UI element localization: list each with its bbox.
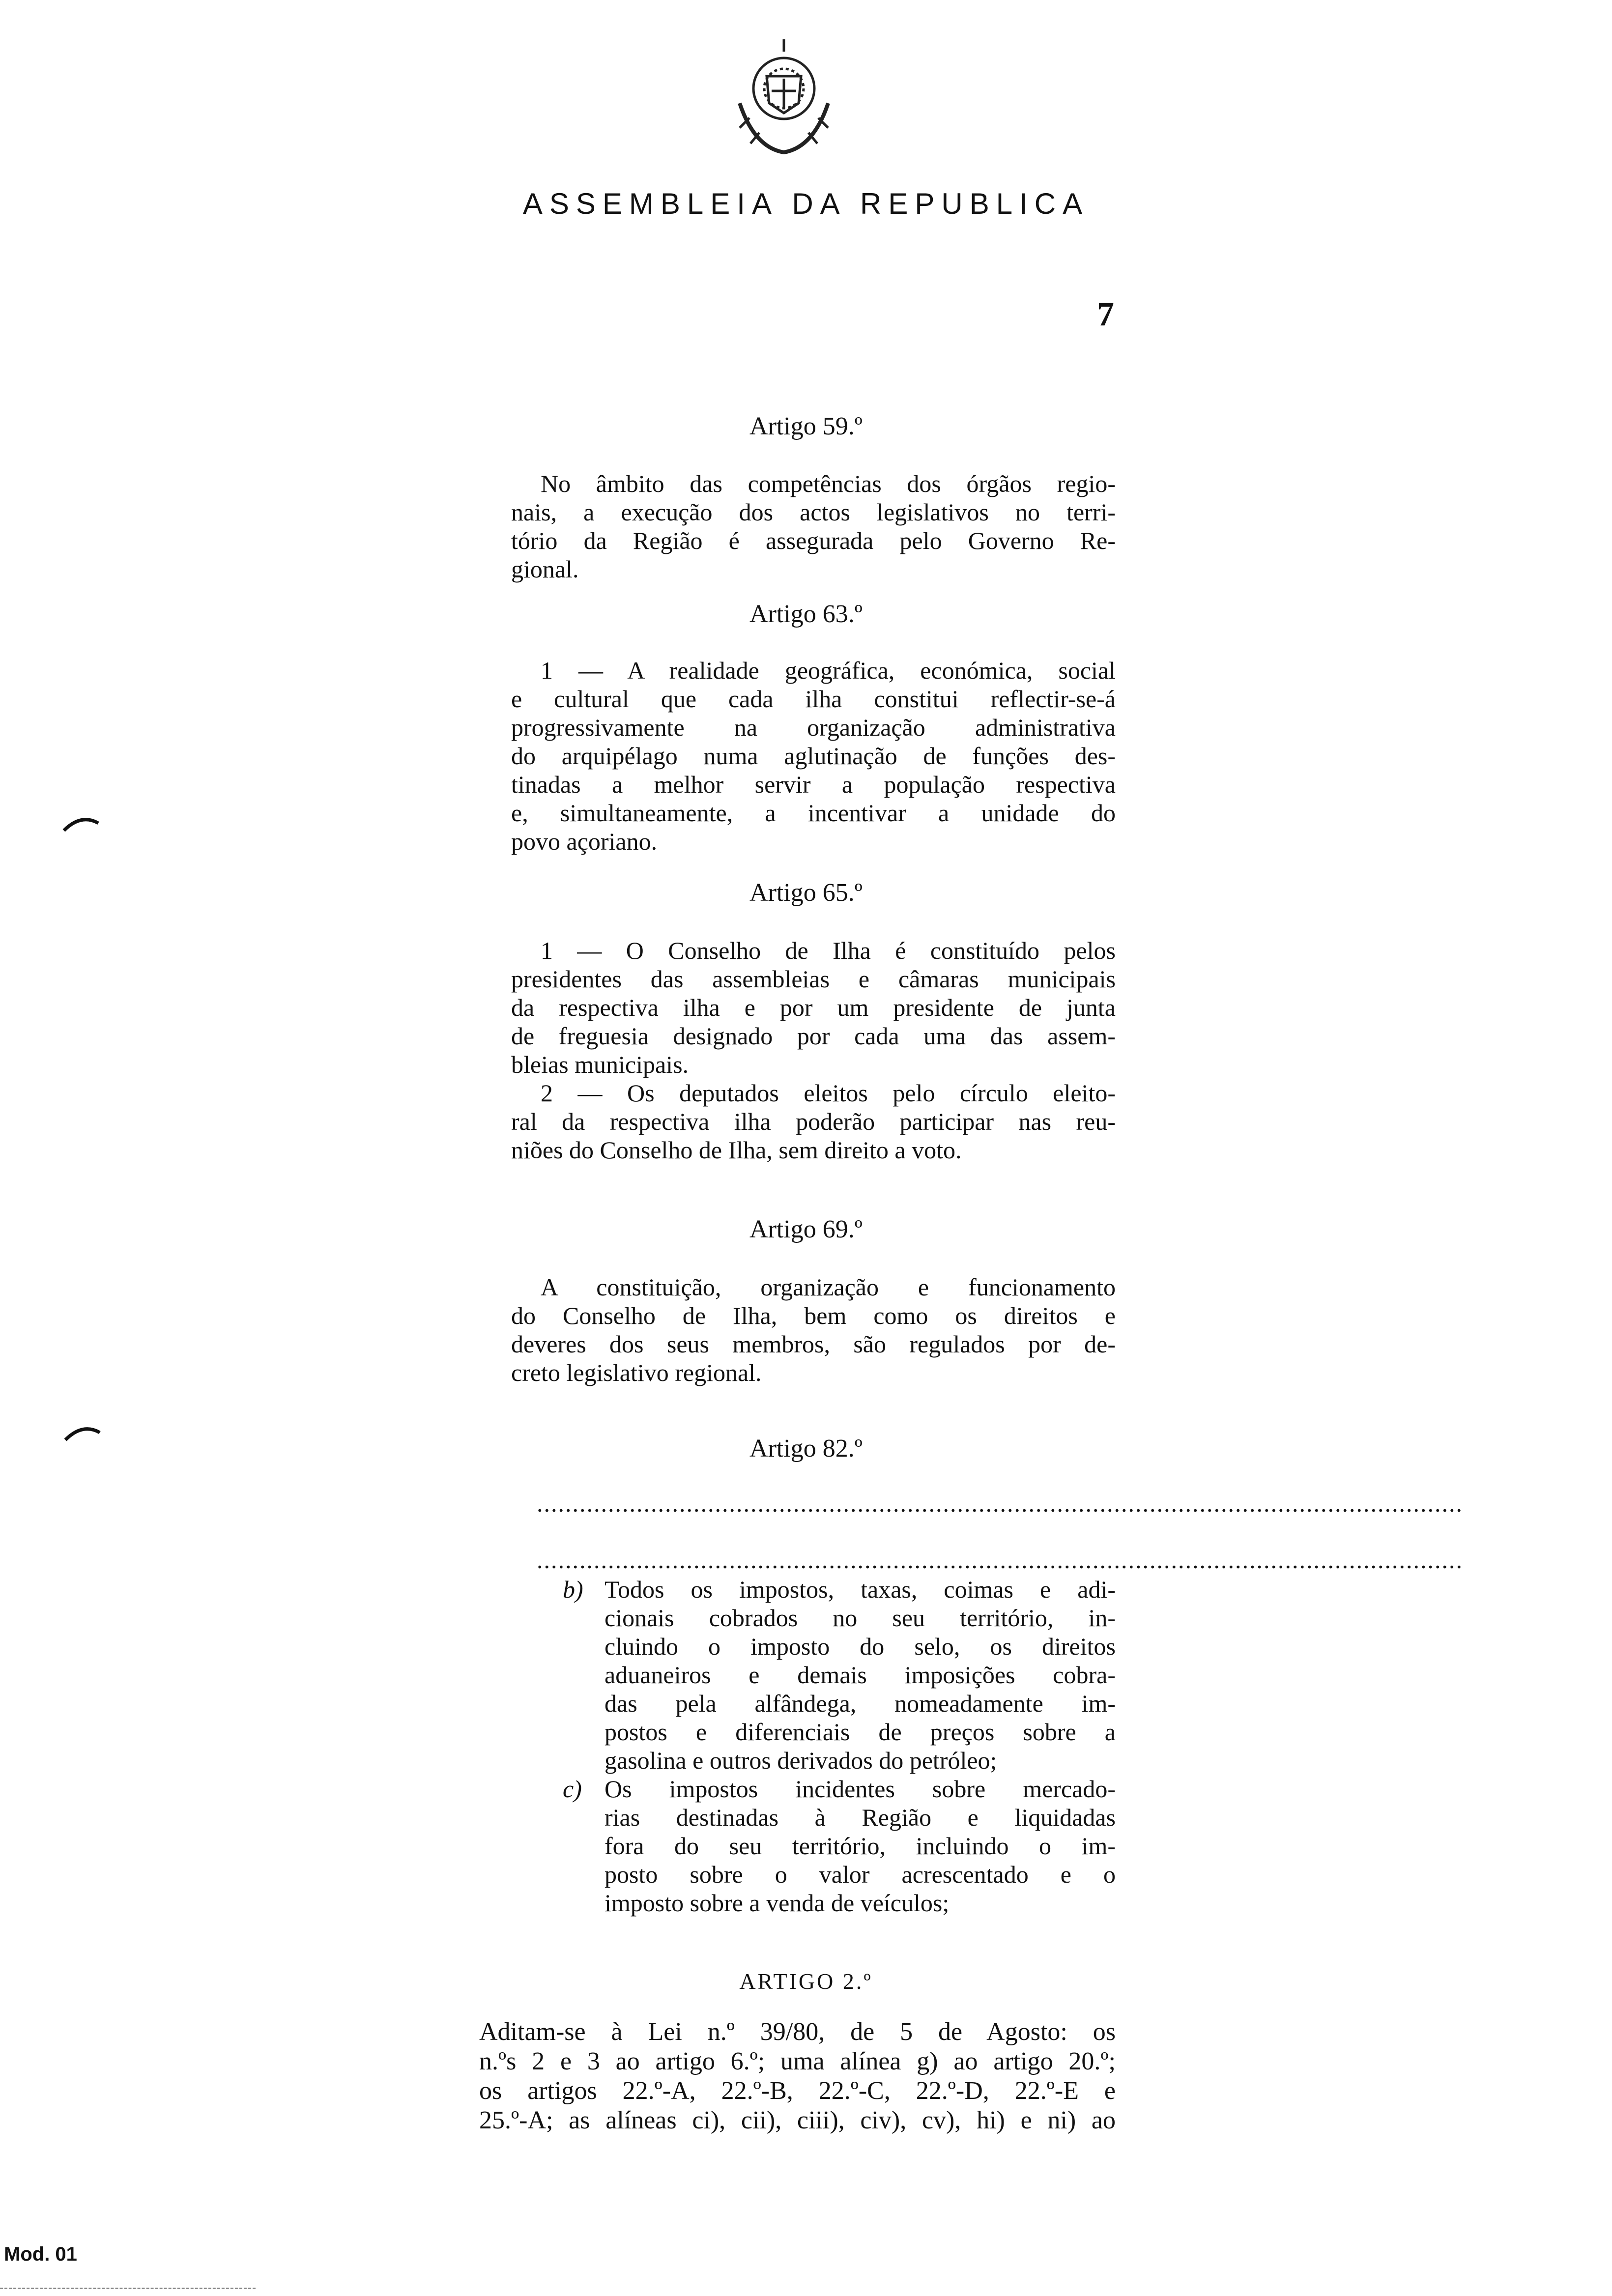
article-heading: Artigo 65.º	[749, 879, 863, 907]
text-line: aduaneiros e demais imposições cobra-	[604, 1661, 1116, 1689]
text-line: tório da Região é assegurada pelo Governo Re-	[511, 527, 1116, 554]
text-line: deveres dos seus membros, são regulados por de-	[511, 1330, 1116, 1358]
text-line: n.ºs 2 e 3 ao artigo 6.º; uma alínea g) ao artigo 20.º;	[479, 2047, 1116, 2075]
text-line: do Conselho de Ilha, bem como os direitos e	[511, 1302, 1116, 1329]
text-line: No âmbito das competências dos órgãos regio-	[541, 470, 1116, 497]
header-title: ASSEMBLEIA DA REPUBLICA	[522, 187, 1090, 220]
text-line: cionais cobrados no seu território, in-	[604, 1604, 1116, 1632]
list-item	[563, 1575, 1116, 1781]
item-marker: b)	[563, 1576, 583, 1603]
text-line: e cultural que cada ilha constitui reflectir-se-á	[511, 685, 1116, 713]
article-65-text	[511, 936, 1116, 1164]
article-heading: Artigo 63.º	[749, 600, 863, 628]
text-line: cluindo o imposto do selo, os direitos	[604, 1633, 1116, 1660]
text-line: 1 — O Conselho de Ilha é constituído pelos	[541, 937, 1116, 964]
artigo-2-heading: ARTIGO 2.º	[739, 1969, 873, 1994]
text-line: posto sobre o valor acrescentado e o	[604, 1861, 1116, 1888]
text-line: ral da respectiva ilha poderão participar nas reu-	[511, 1108, 1116, 1135]
text-line: creto legislativo regional.	[511, 1359, 762, 1386]
margin-mark-icon	[63, 1423, 102, 1442]
article-63-text	[511, 656, 1116, 856]
text-line: 25.º-A; as alíneas ci), cii), ciii), civ), cv), hi) e ni) ao	[479, 2106, 1116, 2134]
text-line: A constituição, organização e funcionamento	[541, 1273, 1116, 1301]
margin-mark-icon	[61, 813, 101, 833]
text-line: imposto sobre a venda de veículos;	[604, 1889, 950, 1917]
text-line: de freguesia designado por cada uma das assem-	[511, 1022, 1116, 1050]
text-line: das pela alfândega, nomeadamente im-	[604, 1690, 1116, 1717]
footer-rule	[0, 2288, 256, 2289]
text-line: povo açoriano.	[511, 828, 658, 855]
article-59-text	[511, 469, 1116, 583]
elision-dots: ..................................................................................................................................	[537, 1546, 1463, 1574]
text-line: nais, a execução dos actos legislativos no terri-	[511, 498, 1116, 526]
text-line: da respectiva ilha e por um presidente de junta	[511, 994, 1116, 1021]
article-heading: Artigo 69.º	[749, 1215, 863, 1243]
elision-dots: ..................................................................................................................................	[537, 1490, 1463, 1517]
text-line: gional.	[511, 555, 579, 583]
article-heading: Artigo 82.º	[749, 1435, 863, 1463]
artigo-2-text	[479, 2017, 1116, 2135]
item-marker: c)	[563, 1775, 582, 1803]
text-line: niões do Conselho de Ilha, sem direito a voto.	[511, 1136, 962, 1164]
text-line: presidentes das assembleias e câmaras municipais	[511, 965, 1116, 993]
text-line: 1 — A realidade geográfica, económica, social	[541, 657, 1116, 684]
text-line: 2 — Os deputados eleitos pelo círculo eleito-	[541, 1079, 1116, 1107]
text-line: Os impostos incidentes sobre mercado-	[604, 1775, 1116, 1803]
text-line: gasolina e outros derivados do petróleo;	[604, 1747, 997, 1774]
coat-of-arms-icon	[720, 29, 848, 162]
text-line: rias destinadas à Região e liquidadas	[604, 1804, 1116, 1831]
text-line: fora do seu território, incluindo o im-	[604, 1832, 1116, 1860]
text-line: tinadas a melhor servir a população respectiva	[511, 771, 1116, 798]
text-line: progressivamente na organização administrativa	[511, 714, 1116, 741]
form-model-label: Mod. 01	[4, 2243, 77, 2265]
text-line: postos e diferenciais de preços sobre a	[604, 1718, 1116, 1746]
text-line: Todos os impostos, taxas, coimas e adi-	[604, 1576, 1116, 1603]
text-line: Aditam-se à Lei n.º 39/80, de 5 de Agosto: os	[479, 2018, 1116, 2046]
page-number: 7	[1097, 295, 1114, 333]
text-line: e, simultaneamente, a incentivar a unidade do	[511, 799, 1116, 827]
text-line: do arquipélago numa aglutinação de funções des-	[511, 742, 1116, 770]
text-line: os artigos 22.º-A, 22.º-B, 22.º-C, 22.º-D, 22.º-E e	[479, 2077, 1116, 2105]
article-heading: Artigo 59.º	[749, 412, 863, 440]
text-line: bleias municipais.	[511, 1051, 689, 1078]
list-item	[563, 1775, 1116, 1922]
article-69-text	[511, 1273, 1116, 1387]
